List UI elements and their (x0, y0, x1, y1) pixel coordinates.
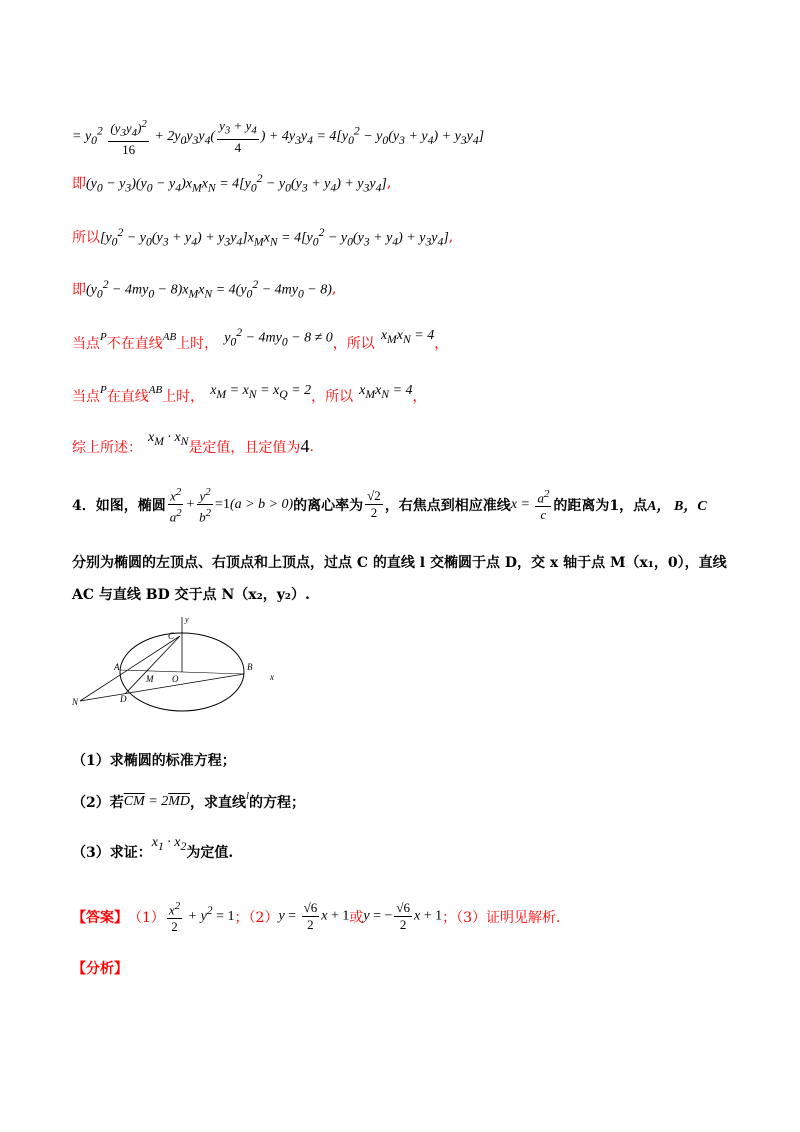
line4-prefix: 即 (72, 282, 86, 299)
answer-2b: y = − $\frac{√6}{2}$ x + 1 (363, 900, 443, 933)
l7-a: 综上所述： (72, 439, 142, 456)
l6-a: 当点 (72, 389, 100, 405)
l5-d: ，所以 (332, 336, 375, 353)
q2-vector-eq: $\overline{CM} = 2\overline{MD}$ (123, 794, 190, 809)
answer-sep-1: ；（2） (234, 909, 279, 926)
question-1 (72, 750, 236, 770)
analysis-line (72, 958, 128, 978)
answer-or: 或 (349, 909, 364, 926)
p1-d: 的距离为1，点 (553, 497, 648, 514)
answer-line (72, 898, 560, 935)
line2-math: $(y_0 - y_3)(y_0 - y_4)x_Mx_N = 4[y_0^2 - y_0(y_3 + y_4) + y_3y_4]$ (86, 172, 387, 195)
l5-ab: AB (162, 331, 177, 344)
analysis-tag: 【分析】 (72, 961, 128, 977)
points-abc: A， B，C (647, 498, 707, 514)
label-a: A (114, 662, 120, 672)
eccentricity: $\frac{√2}{2}$ (367, 488, 381, 521)
label-c: C (168, 631, 175, 641)
l6-b: 在直线 (106, 389, 149, 405)
l6-d: ，所以 (311, 389, 354, 405)
q1: （1）求椭圆的标准方程； (72, 753, 236, 769)
ellipse-equation: $\frac{x^2}{a^2}$ + $\frac{y^2}{b^2}$ =1(a > b > 0) (169, 486, 294, 525)
problem-4-line-1 (72, 484, 707, 526)
q2-b: ，求直线 (189, 795, 246, 811)
problem-number: 4． (72, 497, 96, 514)
eq1-text: = $y_0^2$ $\frac{(y_3y_4)^2}{16}$ + $2y_0y_3y_4$( $\frac{y_3 + y_4}{4}$ ) + $4y_3y_4 = 4[y_0^2 - y_0(y_3 + y_4) + y_3y_4]$ (72, 118, 485, 157)
l6-ab: AB (148, 384, 163, 396)
ellipse-figure (70, 612, 310, 722)
line3-math: $[y_0^2 - y_0(y_3 + y_4) + y_3y_4]x_Mx_N = 4[y_0^2 - y_0(y_3 + y_4) + y_3y_4]$ (100, 226, 449, 249)
l6-e: ， (412, 389, 427, 405)
line-ac (80, 636, 180, 701)
l5-p: P (100, 331, 107, 344)
q2-c: 的方程； (249, 795, 306, 811)
q2-a: （2）若 (72, 795, 124, 811)
line-nb (80, 674, 244, 701)
l6-c: 上时， (162, 389, 205, 405)
p1-b: 的离心率为 (293, 497, 364, 514)
equation-line-4 (72, 278, 336, 300)
equation-line-6 (72, 383, 427, 406)
label-n: N (72, 697, 79, 707)
label-y: y (185, 615, 189, 624)
line3-suffix: , (448, 229, 454, 246)
l5-cond: $y_0^2 - 4my_0 - 8 \ne 0$ (224, 326, 333, 349)
line3-prefix: 所以 (72, 230, 100, 247)
line2-prefix: 即 (72, 176, 86, 193)
question-3 (72, 835, 234, 862)
answer-2a: y = $\frac{√6}{2}$ x + 1 (278, 900, 350, 933)
l5-a: 当点 (72, 336, 100, 353)
l7-b: 是定值，且定值为 (188, 439, 301, 456)
q3-b: 为定值. (186, 845, 234, 861)
l5-c: 上时， (176, 336, 219, 353)
l5-b: 不在直线 (106, 336, 163, 353)
p1-a: 如图，椭圆 (95, 497, 166, 514)
problem-4-line-2 (72, 552, 727, 572)
label-m: M (146, 674, 154, 684)
answer-1: $\frac{x^2}{2}$ + $y^2 = 1$ (168, 900, 235, 935)
l5-e: ， (434, 336, 449, 353)
line4-suffix: , (331, 281, 337, 298)
q2-l: l (245, 790, 250, 802)
answer-1-label: （1） (128, 909, 165, 926)
equation-line-7 (72, 429, 314, 457)
answer-sep-2: ；（3）证明见解析. (442, 909, 561, 926)
equation-line-3 (72, 226, 453, 248)
equation-line-2 (72, 172, 391, 194)
p1-c: ，右焦点到相应准线 (384, 497, 511, 514)
line2-suffix: , (386, 175, 392, 192)
q3-math: $x_1 \cdot x_2$ (151, 835, 187, 853)
label-o: O (172, 674, 179, 684)
l6-p: P (100, 384, 107, 396)
l7-val: 4 (300, 436, 310, 456)
equation-line-1 (72, 116, 484, 158)
answer-tag: 【答案】 (72, 909, 128, 926)
problem-4-line-3 (72, 584, 310, 604)
l5-res: $x_Mx_N = 4$ (380, 328, 435, 347)
l6-res: $x_Mx_N = 4$ (359, 383, 413, 401)
p2: 分别为椭圆的左顶点、右顶点和上顶点，过点 C 的直线 l 交椭圆于点 D，交 x 轴于点 M（x₁，0），直线 (72, 555, 727, 571)
label-b: B (247, 662, 253, 672)
p3: AC 与直线 BD 交于点 N（x₂，y₂）. (72, 587, 310, 603)
label-d: D (120, 694, 127, 704)
l7-math: $x_M \cdot x_N$ (148, 429, 189, 448)
l6-cond: $x_M = x_N = x_Q = 2$ (210, 383, 312, 401)
line4-math: $(y_0^2 - 4my_0 - 8)x_Mx_N = 4(y_0^2 - 4my_0 - 8)$ (86, 278, 332, 301)
question-2 (72, 792, 305, 812)
equation-line-5 (72, 326, 449, 354)
label-x: x (270, 672, 274, 682)
q3-a: （3）求证： (72, 845, 152, 861)
l7-c: . (309, 438, 314, 455)
line-cd (125, 636, 180, 694)
directrix: x = $\frac{a^2}{c}$ (510, 488, 550, 523)
